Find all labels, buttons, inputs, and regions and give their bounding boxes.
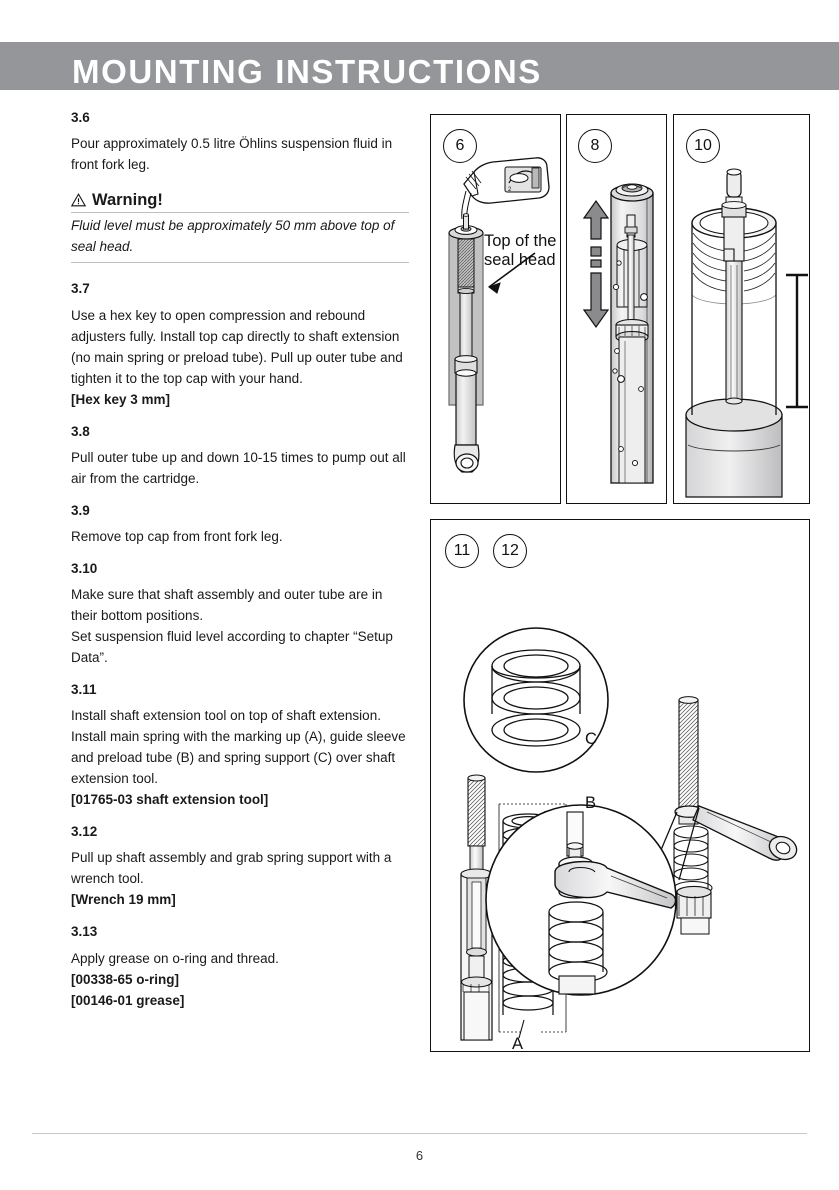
figure-badge-12: 12 bbox=[493, 534, 527, 568]
step-number: 3.10 bbox=[71, 560, 98, 576]
spring-assembly-and-wrench-illustration bbox=[431, 520, 810, 1052]
step-text: Pull outer tube up and down 10-15 times to pump out all air from the cartridge. bbox=[71, 449, 406, 486]
step-3-13 bbox=[71, 924, 409, 1010]
step-3-11 bbox=[71, 682, 409, 810]
seal-head-callout-line2: seal head bbox=[484, 251, 556, 269]
shaft-extension-tool bbox=[722, 169, 746, 404]
step-reference: [01765-03 shaft extension tool] bbox=[71, 792, 269, 808]
wrench-grip-detail-bubble bbox=[486, 805, 699, 995]
step-number: 3.12 bbox=[71, 824, 98, 840]
step-paragraph: Install main spring with the marking up (A), guide sleeve and preload tube (B) and spring support (C) over shaft extension tool. bbox=[71, 729, 406, 787]
step-3-6 bbox=[71, 110, 409, 175]
step-paragraph: Make sure that shaft assembly and outer tube are in their bottom positions. bbox=[71, 587, 383, 624]
step-3-9 bbox=[71, 503, 409, 547]
pump-fork-up-down-illustration bbox=[567, 115, 667, 504]
label-main-spring-a: A bbox=[512, 1035, 524, 1052]
step-3-12 bbox=[71, 824, 409, 910]
warning-triangle-icon bbox=[71, 193, 86, 207]
step-number: 3.11 bbox=[71, 682, 97, 698]
step-text: Remove top cap from front fork leg. bbox=[71, 528, 283, 544]
figure-panel-10 bbox=[673, 114, 810, 504]
step-number: 3.7 bbox=[71, 281, 90, 297]
step-reference: [00146-01 grease] bbox=[71, 992, 185, 1008]
page-title: MOUNTING INSTRUCTIONS bbox=[72, 53, 542, 90]
svg-text:2: 2 bbox=[508, 187, 512, 193]
step-text bbox=[71, 847, 409, 910]
figure-badge-8: 8 bbox=[578, 129, 612, 163]
figure-badge-10: 10 bbox=[686, 129, 720, 163]
step-paragraph: Install shaft extension tool on top of shaft extension. bbox=[71, 708, 381, 724]
warning-text: Fluid level must be approximately 50 mm above top of seal head. bbox=[71, 213, 409, 263]
seal-head-callout bbox=[484, 232, 570, 270]
warning-block bbox=[71, 191, 409, 263]
step-3-8 bbox=[71, 424, 409, 489]
step-number: 3.6 bbox=[71, 110, 90, 125]
footer-divider bbox=[32, 1133, 807, 1134]
shaft-with-wrench-illustration bbox=[674, 697, 800, 934]
spring-marking-detail-bubble bbox=[464, 628, 608, 772]
up-down-arrow-icon bbox=[584, 201, 608, 327]
instructions-column bbox=[71, 110, 409, 1025]
step-number: 3.8 bbox=[71, 423, 90, 439]
step-text: Pour approximately 0.5 litre Öhlins suspension fluid in front fork leg. bbox=[71, 136, 393, 173]
step-text bbox=[71, 305, 409, 410]
step-3-10 bbox=[71, 561, 409, 668]
outer-fork-leg bbox=[686, 399, 782, 497]
figure-panel-6 bbox=[430, 114, 561, 504]
fork-leg-fluid-fill-illustration bbox=[431, 115, 561, 504]
step-text bbox=[71, 948, 409, 1011]
step-reference: [Wrench 19 mm] bbox=[71, 892, 176, 908]
step-reference: [Hex key 3 mm] bbox=[71, 391, 171, 407]
step-number: 3.9 bbox=[71, 502, 90, 518]
step-paragraph: Pull up shaft assembly and grab spring support with a wrench tool. bbox=[71, 850, 392, 887]
figure-panel-11-12 bbox=[430, 519, 810, 1052]
shaft-extension-in-outer-tube-illustration bbox=[674, 115, 810, 504]
oil-bottle-icon bbox=[462, 158, 549, 221]
header-bar bbox=[0, 42, 839, 90]
label-spring-support-c: C bbox=[585, 730, 597, 748]
step-3-7 bbox=[71, 281, 409, 409]
step-text bbox=[71, 705, 409, 810]
fork-tube-cutaway bbox=[611, 184, 653, 483]
step-paragraph: Set suspension fluid level according to chapter “Setup Data”. bbox=[71, 629, 393, 666]
seal-head-callout-line1: Top of the bbox=[484, 232, 557, 250]
warning-title: Warning! bbox=[92, 191, 163, 210]
page-number: 6 bbox=[415, 1148, 424, 1163]
step-number: 3.13 bbox=[71, 924, 98, 940]
figure-badge-6: 6 bbox=[443, 129, 477, 163]
label-preload-tube-b: B bbox=[585, 794, 597, 812]
figure-panel-8 bbox=[566, 114, 667, 504]
dimension-bracket bbox=[786, 275, 808, 407]
figure-badge-11: 11 bbox=[445, 534, 479, 568]
step-paragraph: Apply grease on o-ring and thread. bbox=[71, 950, 279, 966]
step-reference: [00338-65 o-ring] bbox=[71, 971, 180, 987]
step-paragraph: Use a hex key to open compression and rebound adjusters fully. Install top cap directly to shaft extension (no main spring or preload tube). Pull up outer tube and tighten it to the top cap with your hand. bbox=[71, 307, 403, 386]
step-text bbox=[71, 584, 409, 668]
warning-header bbox=[71, 191, 409, 213]
